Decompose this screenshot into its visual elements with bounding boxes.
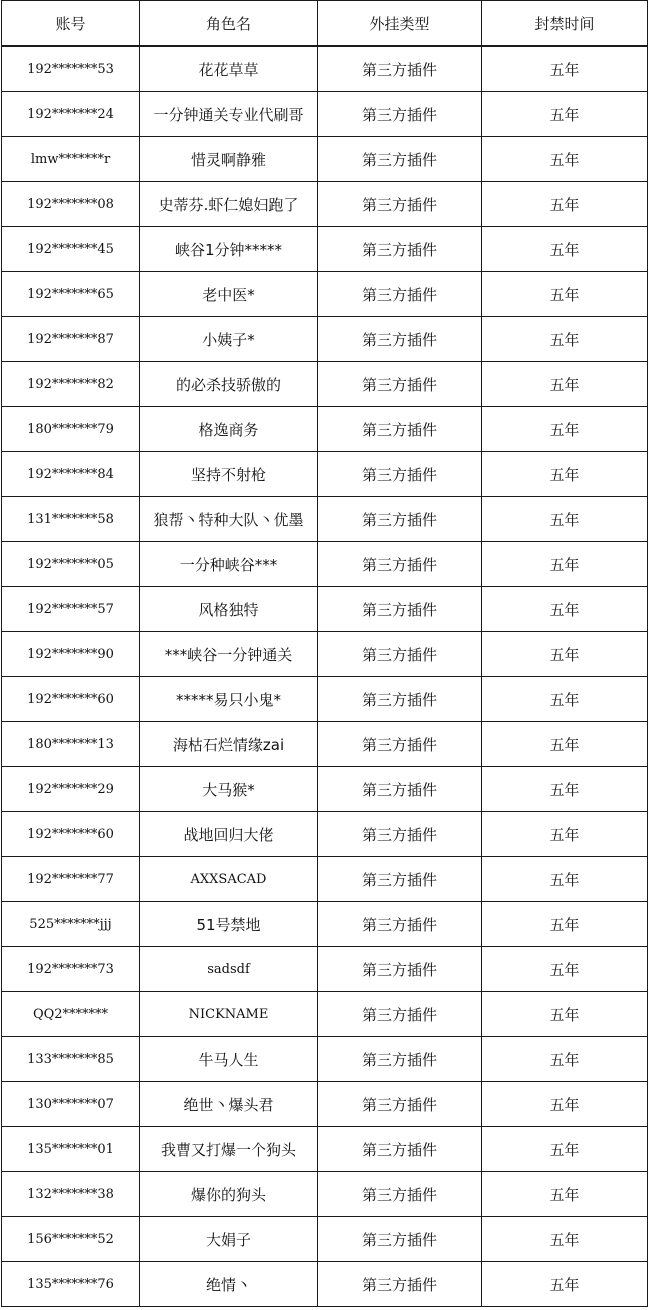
table-row — [2, 227, 648, 272]
cheat-type-cell: 第三方插件 — [318, 857, 482, 902]
ban-duration-cell: 五年 — [482, 1262, 648, 1307]
table-row — [2, 1037, 648, 1082]
ban-list-table — [1, 0, 648, 1307]
role-name-cell: ***峡谷一分钟通关 — [140, 632, 318, 677]
cheat-type-cell: 第三方插件 — [318, 902, 482, 947]
cheat-type-cell: 第三方插件 — [318, 46, 482, 92]
account-cell: 192*******08 — [2, 182, 140, 227]
role-name-cell: NICKNAME — [140, 992, 318, 1037]
ban-duration-cell: 五年 — [482, 272, 648, 317]
cheat-type-cell: 第三方插件 — [318, 227, 482, 272]
ban-duration-cell: 五年 — [482, 857, 648, 902]
role-name-cell: 风格独特 — [140, 587, 318, 632]
table-row — [2, 182, 648, 227]
role-name-cell: 花花草草 — [140, 46, 318, 92]
header-role-name: 角色名 — [140, 1, 318, 47]
ban-duration-cell: 五年 — [482, 137, 648, 182]
table-row — [2, 92, 648, 137]
table-row — [2, 1127, 648, 1172]
table-row — [2, 1262, 648, 1307]
account-cell: 180*******13 — [2, 722, 140, 767]
account-cell: 135*******76 — [2, 1262, 140, 1307]
header-ban-duration: 封禁时间 — [482, 1, 648, 47]
ban-duration-cell: 五年 — [482, 362, 648, 407]
ban-duration-cell: 五年 — [482, 1082, 648, 1127]
ban-duration-cell: 五年 — [482, 317, 648, 362]
table-row — [2, 497, 648, 542]
cheat-type-cell: 第三方插件 — [318, 137, 482, 182]
role-name-cell: 大马猴* — [140, 767, 318, 812]
account-cell: lmw*******r — [2, 137, 140, 182]
role-name-cell: 小姨子* — [140, 317, 318, 362]
table-row — [2, 1082, 648, 1127]
table-row — [2, 722, 648, 767]
ban-duration-cell: 五年 — [482, 227, 648, 272]
cheat-type-cell: 第三方插件 — [318, 1172, 482, 1217]
cheat-type-cell: 第三方插件 — [318, 677, 482, 722]
ban-duration-cell: 五年 — [482, 1217, 648, 1262]
account-cell: 131*******58 — [2, 497, 140, 542]
account-cell: 130*******07 — [2, 1082, 140, 1127]
cheat-type-cell: 第三方插件 — [318, 317, 482, 362]
table-header — [2, 1, 648, 47]
account-cell: 135*******01 — [2, 1127, 140, 1172]
role-name-cell: 狼帮丶特种大队丶优墨 — [140, 497, 318, 542]
table-row — [2, 452, 648, 497]
table-row — [2, 542, 648, 587]
table-row — [2, 407, 648, 452]
role-name-cell: 牛马人生 — [140, 1037, 318, 1082]
cheat-type-cell: 第三方插件 — [318, 362, 482, 407]
cheat-type-cell: 第三方插件 — [318, 542, 482, 587]
role-name-cell: 惜灵啊静雅 — [140, 137, 318, 182]
table-row — [2, 587, 648, 632]
cheat-type-cell: 第三方插件 — [318, 1262, 482, 1307]
cheat-type-cell: 第三方插件 — [318, 272, 482, 317]
account-cell: 192*******60 — [2, 812, 140, 857]
cheat-type-cell: 第三方插件 — [318, 92, 482, 137]
cheat-type-cell: 第三方插件 — [318, 407, 482, 452]
role-name-cell: 老中医* — [140, 272, 318, 317]
ban-duration-cell: 五年 — [482, 812, 648, 857]
role-name-cell: *****易只小鬼* — [140, 677, 318, 722]
cheat-type-cell: 第三方插件 — [318, 1037, 482, 1082]
role-name-cell: 的必杀技骄傲的 — [140, 362, 318, 407]
ban-duration-cell: 五年 — [482, 452, 648, 497]
account-cell: 525*******jjj — [2, 902, 140, 947]
table-row — [2, 362, 648, 407]
table-row — [2, 677, 648, 722]
ban-duration-cell: 五年 — [482, 1172, 648, 1217]
account-cell: QQ2******* — [2, 992, 140, 1037]
cheat-type-cell: 第三方插件 — [318, 182, 482, 227]
role-name-cell: AXXSACAD — [140, 857, 318, 902]
table-row — [2, 902, 648, 947]
cheat-type-cell: 第三方插件 — [318, 767, 482, 812]
ban-duration-cell: 五年 — [482, 722, 648, 767]
role-name-cell: 爆你的狗头 — [140, 1172, 318, 1217]
cheat-type-cell: 第三方插件 — [318, 632, 482, 677]
cheat-type-cell: 第三方插件 — [318, 1082, 482, 1127]
table-row — [2, 857, 648, 902]
header-account: 账号 — [2, 1, 140, 47]
cheat-type-cell: 第三方插件 — [318, 1217, 482, 1262]
role-name-cell: 一分种峡谷*** — [140, 542, 318, 587]
account-cell: 192*******05 — [2, 542, 140, 587]
cheat-type-cell: 第三方插件 — [318, 947, 482, 992]
ban-duration-cell: 五年 — [482, 587, 648, 632]
role-name-cell: 坚持不射枪 — [140, 452, 318, 497]
cheat-type-cell: 第三方插件 — [318, 452, 482, 497]
table-row — [2, 1172, 648, 1217]
ban-duration-cell: 五年 — [482, 902, 648, 947]
table-row — [2, 272, 648, 317]
table-row — [2, 992, 648, 1037]
role-name-cell: 峡谷1分钟***** — [140, 227, 318, 272]
account-cell: 192*******82 — [2, 362, 140, 407]
ban-duration-cell: 五年 — [482, 407, 648, 452]
ban-duration-cell: 五年 — [482, 497, 648, 542]
header-cheat-type: 外挂类型 — [318, 1, 482, 47]
role-name-cell: 绝世丶爆头君 — [140, 1082, 318, 1127]
header-row — [2, 1, 648, 47]
ban-duration-cell: 五年 — [482, 182, 648, 227]
account-cell: 192*******73 — [2, 947, 140, 992]
role-name-cell: 格逸商务 — [140, 407, 318, 452]
role-name-cell: 我曹又打爆一个狗头 — [140, 1127, 318, 1172]
role-name-cell: sadsdf — [140, 947, 318, 992]
table-row — [2, 46, 648, 92]
account-cell: 133*******85 — [2, 1037, 140, 1082]
ban-duration-cell: 五年 — [482, 92, 648, 137]
account-cell: 192*******29 — [2, 767, 140, 812]
cheat-type-cell: 第三方插件 — [318, 497, 482, 542]
table-row — [2, 137, 648, 182]
account-cell: 156*******52 — [2, 1217, 140, 1262]
cheat-type-cell: 第三方插件 — [318, 587, 482, 632]
ban-duration-cell: 五年 — [482, 947, 648, 992]
account-cell: 192*******77 — [2, 857, 140, 902]
ban-duration-cell: 五年 — [482, 992, 648, 1037]
cheat-type-cell: 第三方插件 — [318, 722, 482, 767]
role-name-cell: 海枯石烂情缘zai — [140, 722, 318, 767]
role-name-cell: 51号禁地 — [140, 902, 318, 947]
table-body — [2, 46, 648, 1307]
role-name-cell: 一分钟通关专业代刷哥 — [140, 92, 318, 137]
cheat-type-cell: 第三方插件 — [318, 1127, 482, 1172]
table-row — [2, 767, 648, 812]
ban-duration-cell: 五年 — [482, 767, 648, 812]
ban-duration-cell: 五年 — [482, 1127, 648, 1172]
role-name-cell: 史蒂芬.虾仁媳妇跑了 — [140, 182, 318, 227]
account-cell: 192*******60 — [2, 677, 140, 722]
table-row — [2, 632, 648, 677]
account-cell: 180*******79 — [2, 407, 140, 452]
account-cell: 192*******90 — [2, 632, 140, 677]
account-cell: 192*******87 — [2, 317, 140, 362]
ban-duration-cell: 五年 — [482, 632, 648, 677]
role-name-cell: 战地回归大佬 — [140, 812, 318, 857]
account-cell: 192*******84 — [2, 452, 140, 497]
table-row — [2, 1217, 648, 1262]
account-cell: 192*******45 — [2, 227, 140, 272]
cheat-type-cell: 第三方插件 — [318, 992, 482, 1037]
account-cell: 192*******65 — [2, 272, 140, 317]
ban-duration-cell: 五年 — [482, 1037, 648, 1082]
table-row — [2, 947, 648, 992]
role-name-cell: 大娟子 — [140, 1217, 318, 1262]
ban-duration-cell: 五年 — [482, 677, 648, 722]
table-row — [2, 317, 648, 362]
account-cell: 192*******24 — [2, 92, 140, 137]
cheat-type-cell: 第三方插件 — [318, 812, 482, 857]
ban-duration-cell: 五年 — [482, 542, 648, 587]
role-name-cell: 绝情丶 — [140, 1262, 318, 1307]
table-row — [2, 812, 648, 857]
ban-duration-cell: 五年 — [482, 46, 648, 92]
account-cell: 192*******57 — [2, 587, 140, 632]
account-cell: 132*******38 — [2, 1172, 140, 1217]
account-cell: 192*******53 — [2, 46, 140, 92]
